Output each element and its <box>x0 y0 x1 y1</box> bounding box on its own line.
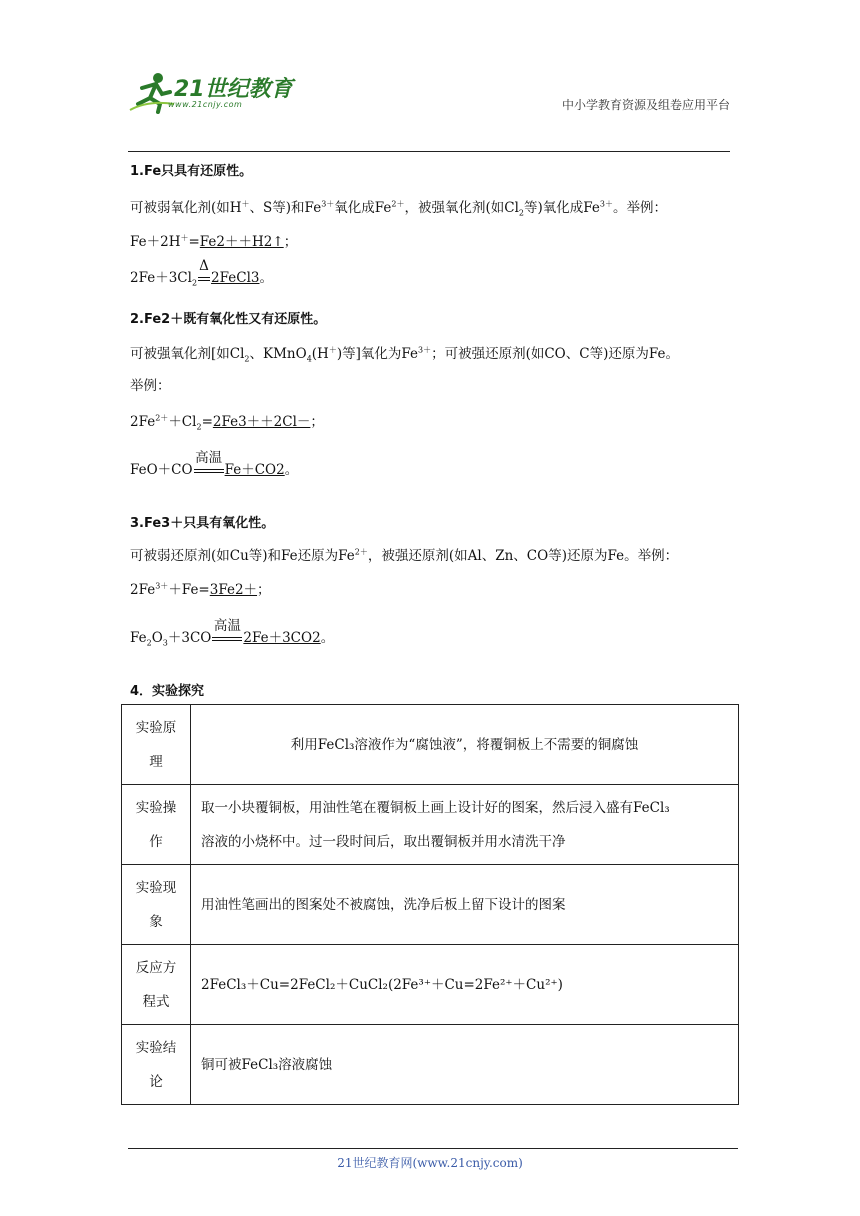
row-value: 利用FeCl₃溶液作为“腐蚀液”，将覆铜板上不需要的铜腐蚀 <box>191 705 739 785</box>
table-row <box>122 705 739 785</box>
row-label: 实验原 理 <box>122 705 191 785</box>
row-value: 铜可被FeCl₃溶液腐蚀 <box>191 1025 739 1105</box>
platform-name: 中小学教育资源及组卷应用平台 <box>561 98 730 112</box>
reaction-condition: 高温 <box>211 630 243 646</box>
header-divider <box>128 151 730 152</box>
answer-blank: Fe＋CO2 <box>224 462 285 478</box>
section-3-equation-2: $Fe_2O_3+3CO$ 高温 2Fe＋3CO2。 <box>130 618 335 648</box>
row-value: 取一小块覆铜板，用油性笔在覆铜板上画上设计好的图案，然后浸入盛有FeCl₃ 溶液的小烧杯中。过一段时间后，取出覆铜板并用水清洗干净 <box>191 785 739 865</box>
row-value: 2FeCl₃＋Cu=2FeCl₂＋CuCl₂(2Fe³⁺＋Cu=2Fe²⁺＋Cu²⁺) <box>191 945 739 1025</box>
footer-divider <box>128 1148 738 1149</box>
section-3-description: 可被弱还原剂(如Cu等)和Fe还原为$Fe^{2+}$，被强还原剂(如Al、Zn、CO等)还原为Fe。举例： <box>130 547 679 564</box>
table-row <box>122 785 739 865</box>
answer-blank: 2Fe3＋＋2Cl－ <box>212 414 311 430</box>
section-3-title: 3.Fe3＋只具有氧化性。 <box>130 516 275 531</box>
section-2-example: 举例： <box>130 378 171 394</box>
reaction-condition: 高温 <box>193 462 225 478</box>
logo-url: www.21cnjy.com <box>168 100 243 109</box>
row-label: 实验现 象 <box>122 865 191 945</box>
table-row <box>122 945 739 1025</box>
section-1-equation-2: $2Fe+3Cl_2$ Δ 2FeCl3。 <box>130 258 273 288</box>
answer-blank: 2FeCl3 <box>211 270 260 286</box>
section-1-description: 可被弱氧化剂(如H＋、S等)和$Fe^{3+}$氧化成$Fe^{2+}$，被强氧化剂(如$Cl_2$等)氧化成$Fe^{3+}$。举例： <box>130 199 667 218</box>
section-2-equation-2: FeO＋CO 高温 Fe＋CO2。 <box>130 450 299 478</box>
answer-blank: Fe2＋＋H2↑ <box>199 234 284 250</box>
section-1-title: 1.Fe只具有还原性。 <box>130 164 253 179</box>
table-row <box>122 1025 739 1105</box>
logo <box>128 70 298 122</box>
row-label: 实验操 作 <box>122 785 191 865</box>
answer-blank: 3Fe2＋ <box>209 582 258 598</box>
section-3-equation-1: $2Fe^{3+}+Fe=3Fe2+$； <box>130 581 271 598</box>
answer-blank: 2Fe＋3CO2 <box>243 630 321 646</box>
page-header <box>128 60 730 152</box>
section-2-equation-1: $2Fe^{2+}+Cl_2=2Fe3++2Cl-$； <box>130 413 324 432</box>
section-4-title: 4．实验探究 <box>130 684 205 699</box>
experiment-table <box>121 704 739 1105</box>
logo-text: 21世纪教育 <box>174 77 293 102</box>
section-1-equation-1: Fe＋2H＋=Fe2＋＋H2↑； <box>130 233 298 250</box>
section-2-description: 可被强氧化剂[如$Cl_2$、KMnO$_4$(H＋)等]氧化为$Fe^{3+}$；可被强还原剂(如CO、C等)还原为Fe。 <box>130 345 679 364</box>
reaction-condition: Δ <box>197 270 211 286</box>
row-label: 实验结 论 <box>122 1025 191 1105</box>
row-value: 用油性笔画出的图案处不被腐蚀，洗净后板上留下设计的图案 <box>191 865 739 945</box>
section-2-title: 2.Fe2＋既有氧化性又有还原性。 <box>130 312 327 327</box>
row-label: 反应方 程式 <box>122 945 191 1025</box>
footer-link[interactable]: 21世纪教育网(www.21cnjy.com) <box>337 1156 523 1170</box>
table-row <box>122 865 739 945</box>
